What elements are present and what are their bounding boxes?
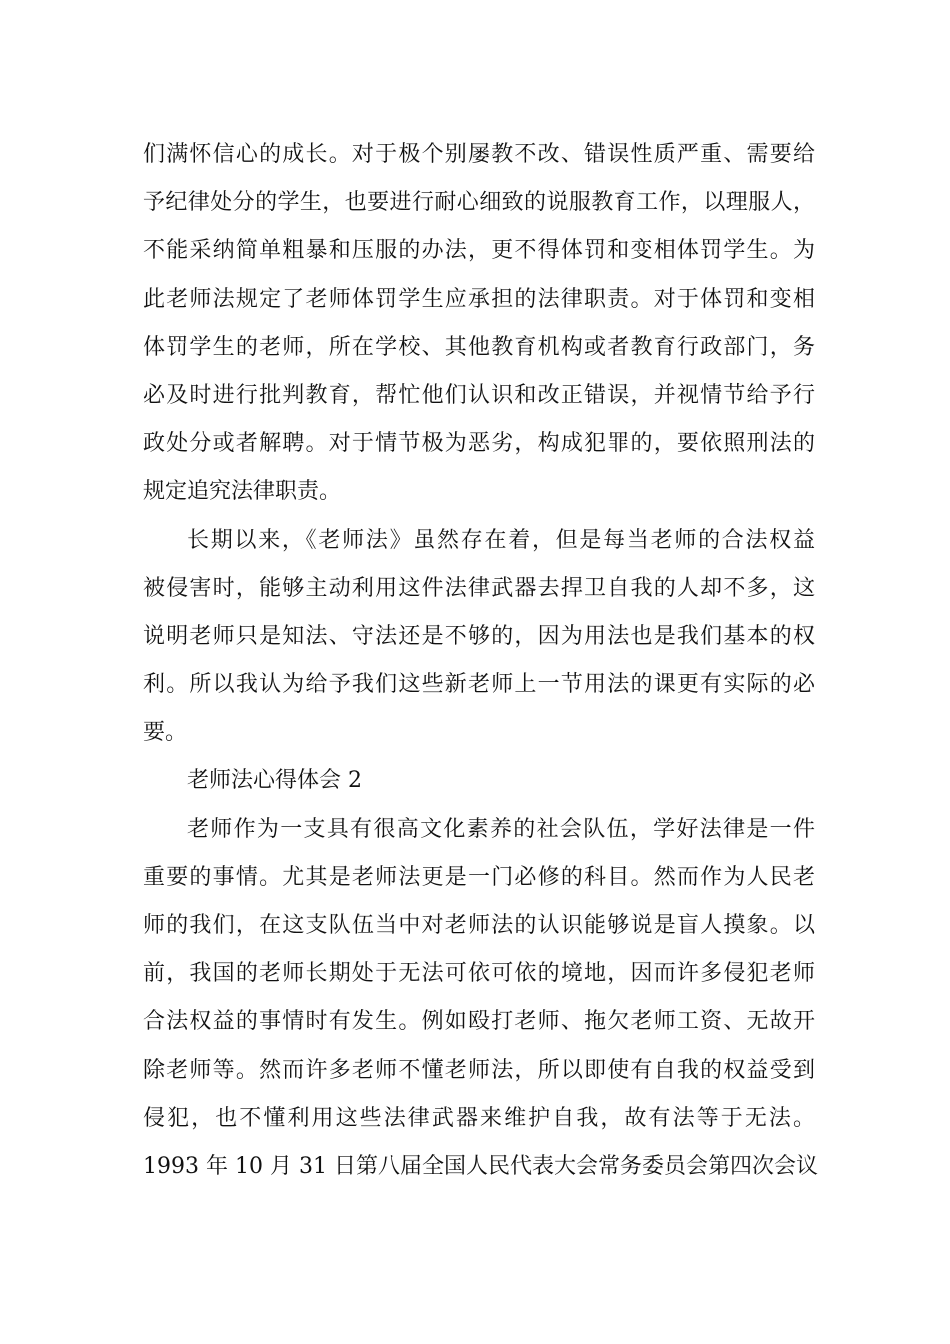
text-line: 要。 bbox=[143, 720, 188, 746]
text-line: 侵犯，也不懂利用这些法律武器来维护自我，故有法等于无法。 bbox=[143, 1105, 815, 1131]
text-line: 前，我国的老师长期处于无法可依可依的境地，因而许多侵犯老师 bbox=[143, 961, 815, 987]
text-line: 长期以来，《老师法》虽然存在着，但是每当老师的合法权益 bbox=[187, 527, 815, 553]
text-line: 说明老师只是知法、守法还是不够的，因为用法也是我们基本的权 bbox=[143, 623, 815, 649]
text-line: 不能采纳简单粗暴和压服的办法，更不得体罚和变相体罚学生。为 bbox=[143, 238, 815, 264]
text-line: 重要的事情。尤其是老师法更是一门必修的科目。然而作为人民老 bbox=[143, 864, 815, 890]
text-line: 除老师等。然而许多老师不懂老师法，所以即使有自我的权益受到 bbox=[143, 1057, 815, 1083]
text-line: 师的我们，在这支队伍当中对老师法的认识能够说是盲人摸象。以 bbox=[143, 913, 815, 938]
text-line: 此老师法规定了老师体罚学生应承担的法律职责。对于体罚和变相 bbox=[143, 286, 815, 312]
text-line: 予纪律处分的学生，也要进行耐心细致的说服教育工作，以理服人， bbox=[143, 190, 815, 216]
text-line: 政处分或者解聘。对于情节极为恶劣，构成犯罪的，要依照刑法的 bbox=[143, 431, 815, 457]
text-line: 规定追究法律职责。 bbox=[143, 479, 342, 505]
text-line: 1993 年 10 月 31 日第八届全国人民代表大会常务委员会第四次会议 bbox=[143, 1153, 818, 1179]
text-line: 老师法心得体会 2 bbox=[187, 768, 362, 794]
text-line: 被侵害时，能够主动利用这件法律武器去捍卫自我的人却不多，这 bbox=[143, 575, 815, 601]
text-line: 合法权益的事情时有发生。例如殴打老师、拖欠老师工资、无故开 bbox=[143, 1009, 815, 1035]
document-body bbox=[143, 131, 818, 1191]
text-line: 们满怀信心的成长。对于极个别屡教不改、错误性质严重、需要给 bbox=[143, 142, 815, 167]
text-line: 体罚学生的老师，所在学校、其他教育机构或者教育行政部门，务 bbox=[143, 334, 815, 360]
text-line: 利。所以我认为给予我们这些新老师上一节用法的课更有实际的必 bbox=[143, 672, 815, 698]
text-line: 必及时进行批判教育，帮忙他们认识和改正错误，并视情节给予行 bbox=[143, 382, 815, 408]
text-line: 老师作为一支具有很高文化素养的社会队伍，学好法律是一件 bbox=[187, 816, 815, 842]
